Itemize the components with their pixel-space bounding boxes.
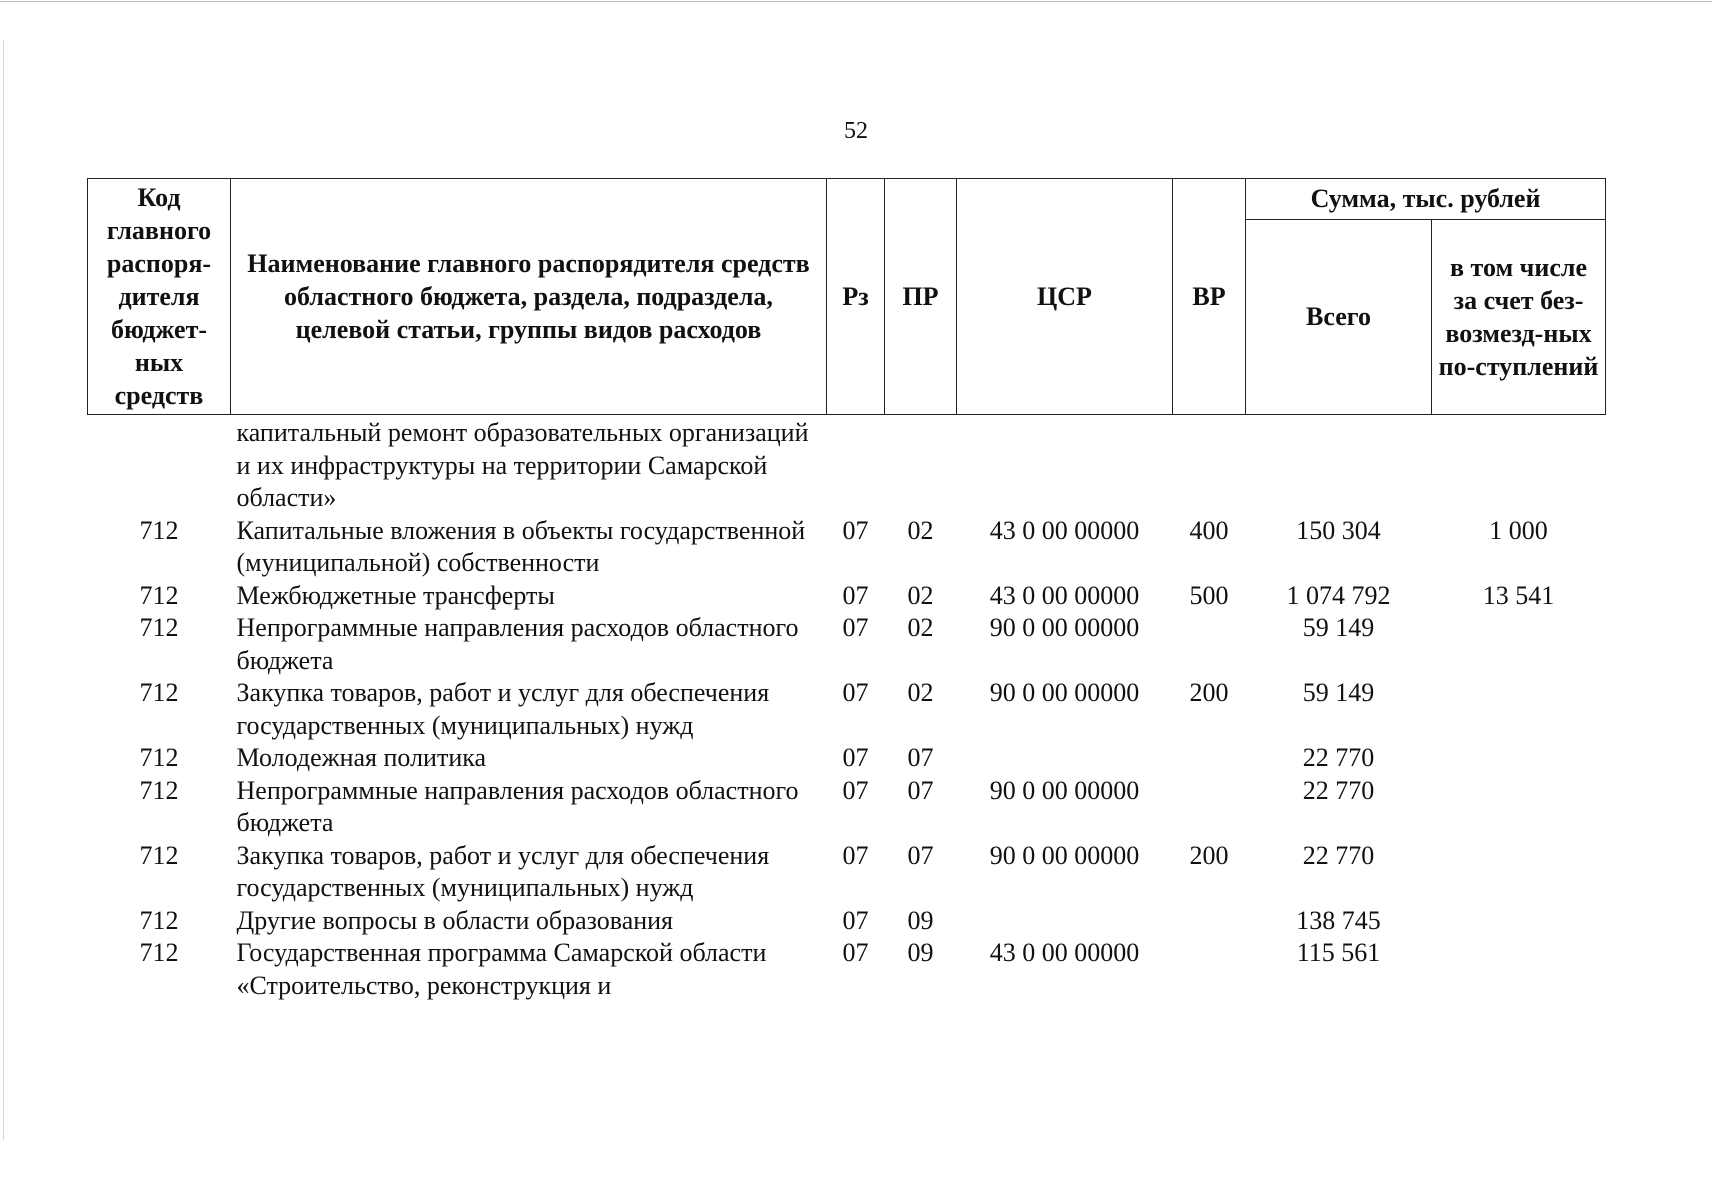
cell-name: Молодежная политика bbox=[236, 743, 487, 772]
cell-rz: 07 bbox=[842, 775, 869, 805]
cell-rz: 07 bbox=[842, 515, 869, 545]
header-code: Код главного распоря-дителя бюджет-ных средств bbox=[88, 179, 231, 415]
header-incl-free: в том числе за счет без-возмезд-ных по-ступлений bbox=[1432, 219, 1606, 415]
budget-table bbox=[87, 178, 1606, 1002]
cell-free bbox=[1432, 415, 1606, 515]
header-name: Наименование главного распорядителя средств областного бюджета, раздела, подраздела, целевой статьи, группы видов расходов bbox=[231, 179, 827, 415]
cell-csr: 90 0 00 00000 bbox=[989, 613, 1140, 642]
cell-vr: 500 bbox=[1189, 580, 1229, 610]
cell-pr: 02 bbox=[907, 613, 934, 642]
cell-name: капитальный ремонт образовательных организаций и их инфраструктуры на территории Самарской области» bbox=[236, 418, 809, 512]
cell-code: 712 bbox=[139, 613, 179, 642]
cell-csr: 90 0 00 00000 bbox=[989, 678, 1140, 707]
cell-total: 138 745 bbox=[1296, 905, 1381, 935]
cell-name: Непрограммные направления расходов областного бюджета bbox=[236, 775, 799, 837]
header-csr: ЦСР bbox=[957, 179, 1173, 415]
cell-name: Закупка товаров, работ и услуг для обеспечения государственных (муниципальных) нужд bbox=[236, 678, 770, 740]
cell-pr: 07 bbox=[907, 775, 934, 805]
cell-free bbox=[1432, 905, 1606, 938]
cell-code: 712 bbox=[139, 905, 179, 935]
cell-vr bbox=[1173, 937, 1246, 1002]
cell-name: Закупка товаров, работ и услуг для обеспечения государственных (муниципальных) нужд bbox=[236, 840, 770, 902]
cell-total: 150 304 bbox=[1296, 515, 1381, 545]
cell-csr: 43 0 00 00000 bbox=[989, 515, 1140, 545]
table-row bbox=[88, 937, 1606, 1002]
cell-code: 712 bbox=[139, 678, 179, 707]
cell-code bbox=[88, 415, 231, 515]
table-row bbox=[88, 515, 1606, 580]
cell-pr: 02 bbox=[907, 580, 934, 610]
table-row bbox=[88, 677, 1606, 742]
scan-edge-left bbox=[3, 40, 4, 1140]
cell-total: 22 770 bbox=[1302, 840, 1375, 870]
cell-rz: 07 bbox=[842, 613, 869, 642]
cell-rz bbox=[827, 415, 885, 515]
cell-vr: 200 bbox=[1189, 678, 1229, 707]
header-sum-group: Сумма, тыс. рублей bbox=[1246, 179, 1606, 220]
cell-csr: 43 0 00 00000 bbox=[989, 938, 1140, 967]
cell-total: 22 770 bbox=[1302, 743, 1375, 772]
cell-code: 712 bbox=[139, 515, 179, 545]
cell-pr: 09 bbox=[907, 905, 934, 935]
cell-free bbox=[1432, 742, 1606, 775]
header-pr: ПР bbox=[885, 179, 957, 415]
cell-csr bbox=[957, 415, 1173, 515]
cell-pr: 02 bbox=[907, 515, 934, 545]
cell-vr bbox=[1173, 775, 1246, 840]
cell-csr bbox=[957, 905, 1173, 938]
cell-pr: 07 bbox=[907, 840, 934, 870]
header-vr: ВР bbox=[1173, 179, 1246, 415]
cell-vr: 200 bbox=[1189, 840, 1229, 870]
table-row bbox=[88, 742, 1606, 775]
cell-free: 1 000 bbox=[1489, 515, 1548, 545]
cell-rz: 07 bbox=[842, 580, 869, 610]
cell-vr bbox=[1173, 612, 1246, 677]
cell-code: 712 bbox=[139, 580, 179, 610]
page-number: 52 bbox=[844, 118, 868, 144]
cell-code: 712 bbox=[139, 775, 179, 805]
cell-name: Государственная программа Самарской области «Строительство, реконструкция и bbox=[236, 938, 767, 1000]
table-body bbox=[88, 415, 1606, 1003]
cell-rz: 07 bbox=[842, 938, 869, 967]
cell-vr bbox=[1173, 742, 1246, 775]
cell-csr: 90 0 00 00000 bbox=[989, 775, 1140, 805]
table-row bbox=[88, 612, 1606, 677]
cell-free: 13 541 bbox=[1482, 580, 1555, 610]
table-row bbox=[88, 415, 1606, 515]
cell-total: 1 074 792 bbox=[1286, 580, 1391, 610]
table-row bbox=[88, 840, 1606, 905]
cell-csr bbox=[957, 742, 1173, 775]
table-row bbox=[88, 580, 1606, 613]
cell-free bbox=[1432, 840, 1606, 905]
cell-csr: 90 0 00 00000 bbox=[989, 840, 1140, 870]
cell-pr: 07 bbox=[907, 743, 934, 772]
cell-total: 59 149 bbox=[1302, 678, 1375, 707]
cell-pr: 09 bbox=[907, 938, 934, 967]
cell-name: Другие вопросы в области образования bbox=[236, 905, 674, 935]
table-row bbox=[88, 905, 1606, 938]
cell-total bbox=[1246, 415, 1432, 515]
cell-free bbox=[1432, 775, 1606, 840]
header-total: Всего bbox=[1246, 219, 1432, 415]
cell-rz: 07 bbox=[842, 743, 869, 772]
cell-vr: 400 bbox=[1189, 515, 1229, 545]
cell-free bbox=[1432, 677, 1606, 742]
scan-edge-top bbox=[0, 1, 1712, 2]
cell-name: Капитальные вложения в объекты государственной (муниципальной) собственности bbox=[236, 515, 806, 577]
cell-total: 22 770 bbox=[1302, 775, 1375, 805]
cell-rz: 07 bbox=[842, 678, 869, 707]
table-row bbox=[88, 775, 1606, 840]
cell-total: 59 149 bbox=[1302, 613, 1375, 642]
cell-free bbox=[1432, 937, 1606, 1002]
cell-code: 712 bbox=[139, 743, 179, 772]
cell-vr bbox=[1173, 415, 1246, 515]
cell-pr bbox=[885, 415, 957, 515]
cell-name: Непрограммные направления расходов областного бюджета bbox=[236, 613, 799, 675]
cell-total: 115 561 bbox=[1296, 938, 1381, 967]
cell-rz: 07 bbox=[842, 840, 869, 870]
cell-vr bbox=[1173, 905, 1246, 938]
cell-name: Межбюджетные трансферты bbox=[236, 580, 555, 610]
cell-csr: 43 0 00 00000 bbox=[989, 580, 1140, 610]
cell-pr: 02 bbox=[907, 678, 934, 707]
cell-free bbox=[1432, 612, 1606, 677]
table-header bbox=[88, 179, 1606, 415]
cell-rz: 07 bbox=[842, 905, 869, 935]
cell-code: 712 bbox=[139, 840, 179, 870]
cell-code: 712 bbox=[139, 938, 179, 967]
header-rz: Рз bbox=[827, 179, 885, 415]
